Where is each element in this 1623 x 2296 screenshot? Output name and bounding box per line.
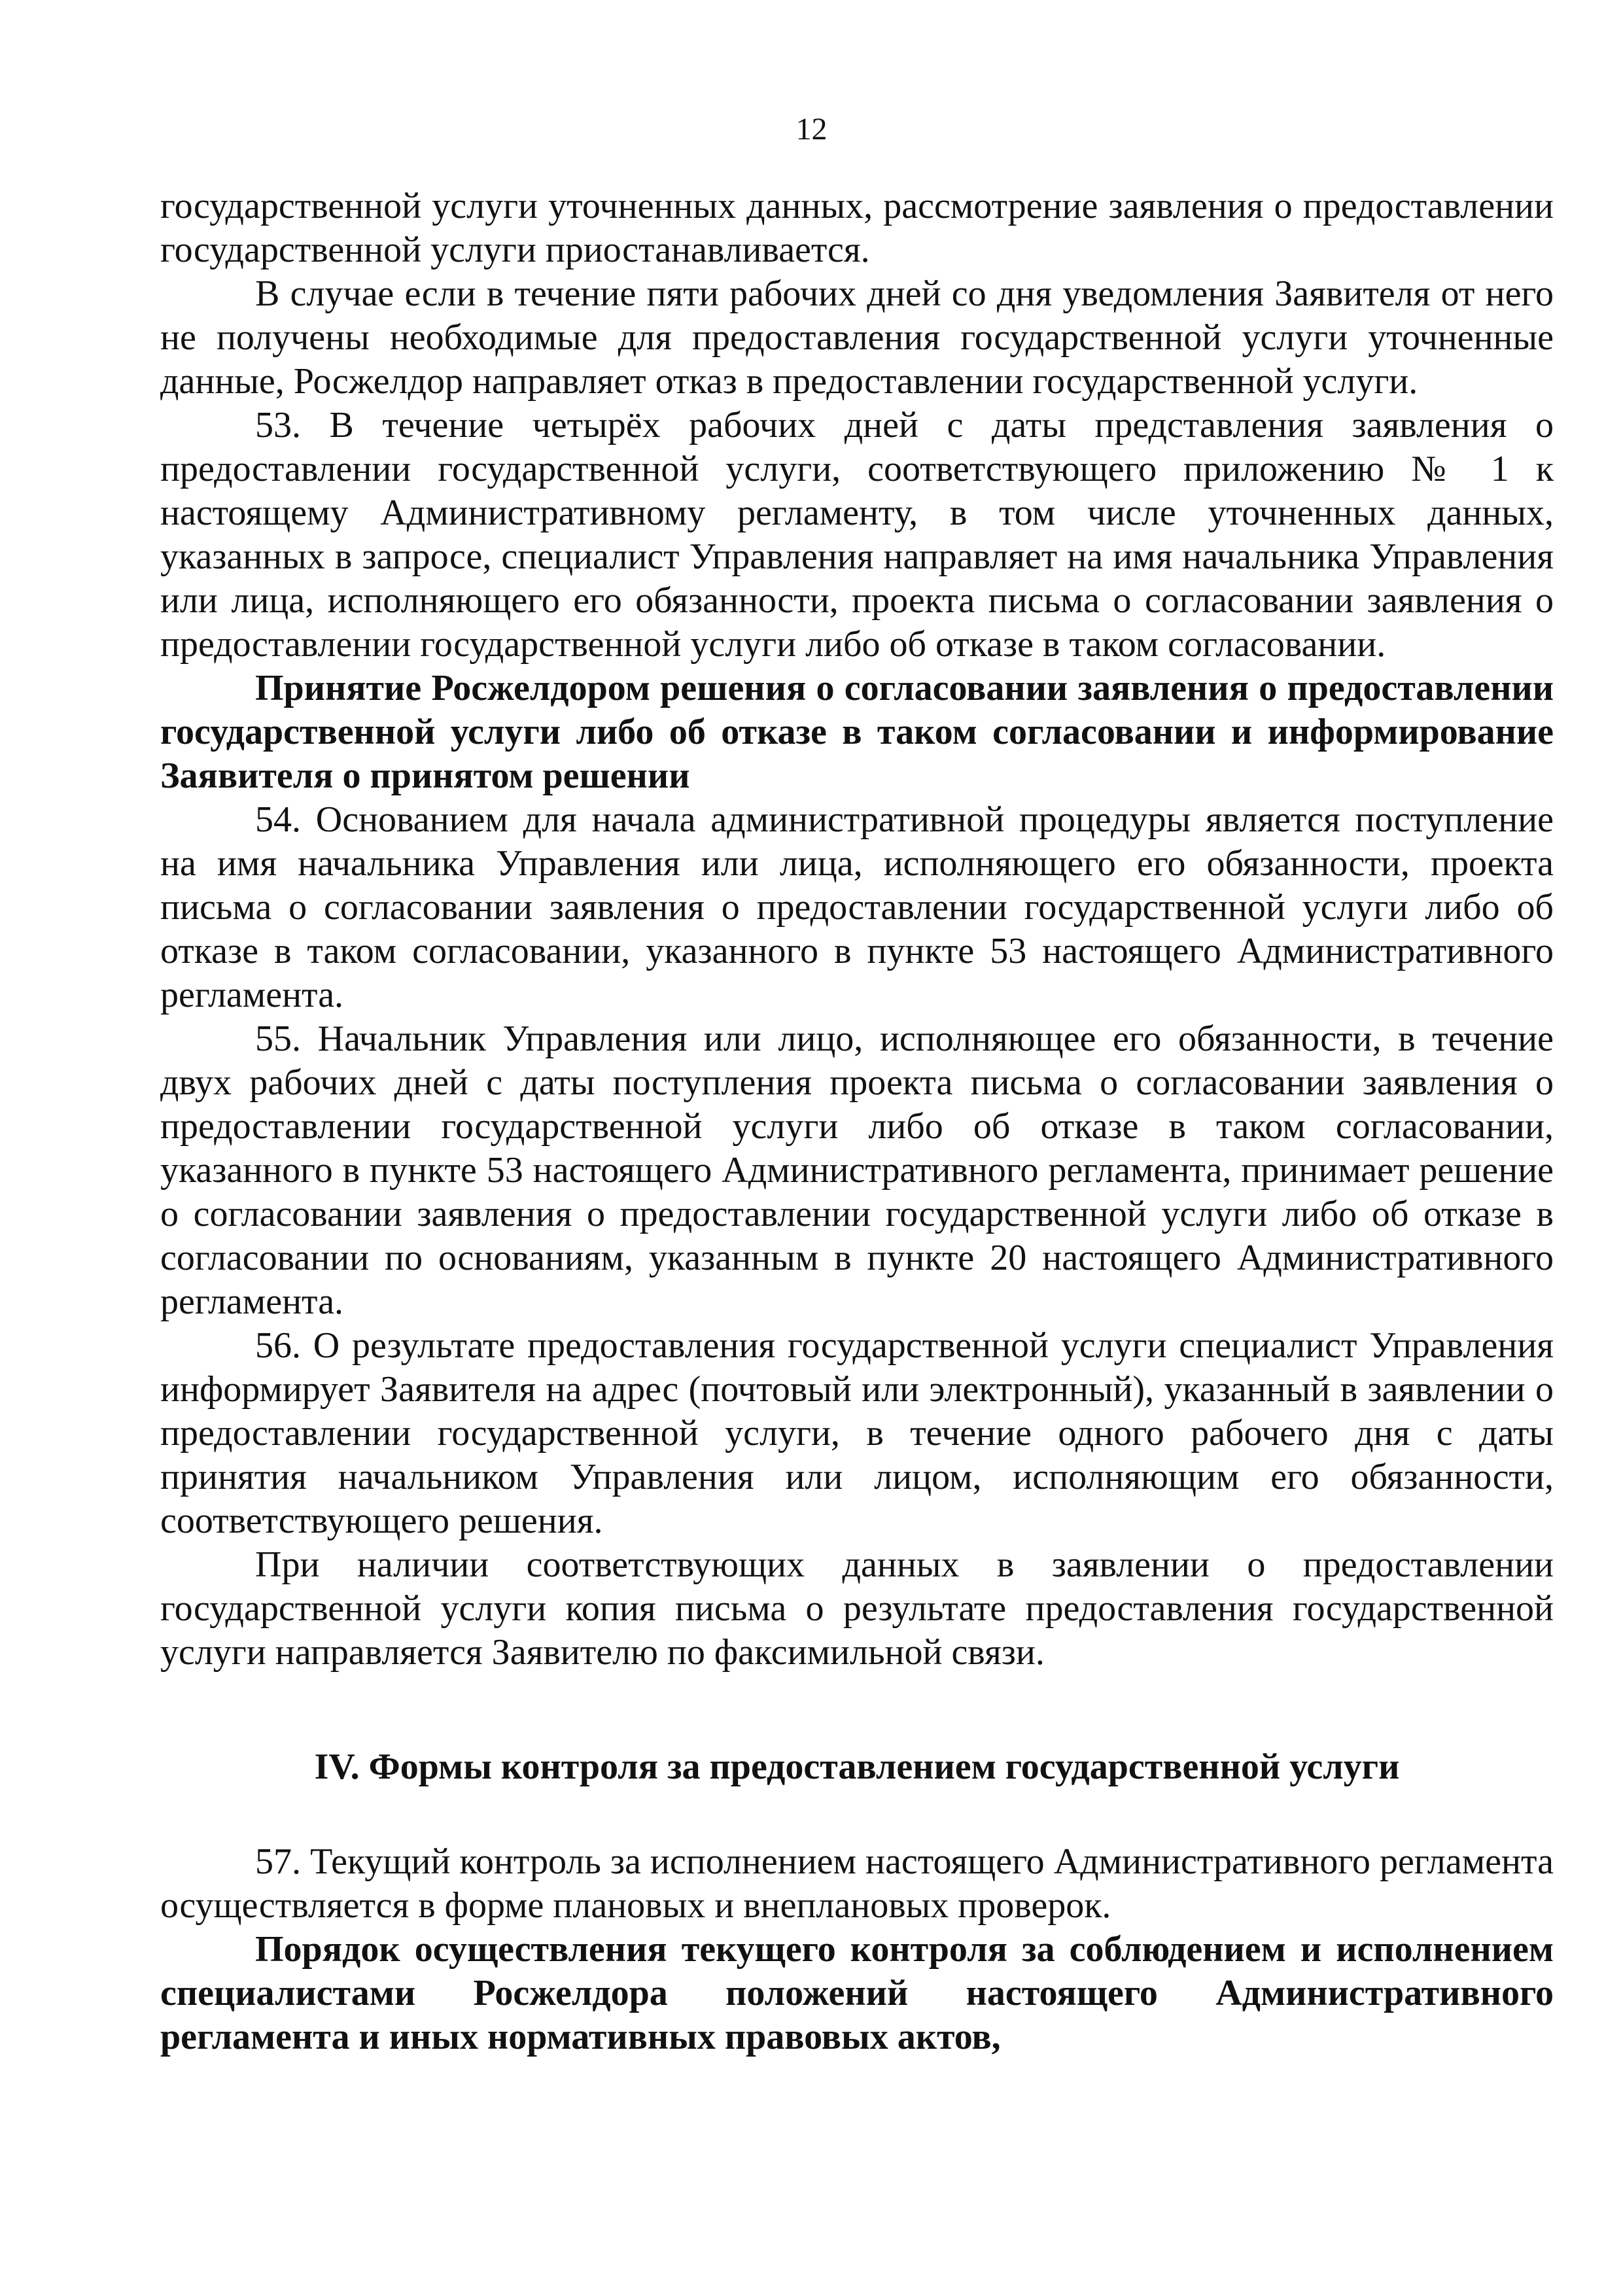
document-body [160,184,1554,2059]
paragraph-56: 56. О результате предоставления государственной услуги специалист Управления информирует Заявителя на адрес (почтовый или электронный), указанный в заявлении о предоставлении государственной услуги, в течение одного рабочего дня с даты принятия начальником Управления или лицом, исполняющим его обязанности, соответствующего решения. [160,1325,1554,1541]
paragraph-continuation: государственной услуги уточненных данных, рассмотрение заявления о предоставлении государственной услуги приостанавливается. [160,186,1554,270]
paragraph-55: 55. Начальник Управления или лицо, исполняющее его обязанности, в течение двух рабочих дней с даты поступления проекта письма о согласовании заявления о предоставлении государственной услуги либо об отказе в таком согласовании, указанного в пункте 53 настоящего Административного регламента, принимает решение о согласовании заявления о предоставлении государственной услуги либо об отказе в согласовании по основаниям, указанным в пункте 20 настоящего Административного регламента. [160,1018,1554,1322]
paragraph-53: 53. В течение четырёх рабочих дней с даты представления заявления о предоставлении государственной услуги, соответствующего приложению № 1 к настоящему Административному регламенту, в том числе уточненных данных, указанных в запросе, специалист Управления направляет на имя начальника Управления или лица, исполняющего его обязанности, проекта письма о согласовании заявления о предоставлении государственной услуги либо об отказе в таком согласовании. [160,405,1554,665]
paragraph-57: 57. Текущий контроль за исполнением настоящего Административного регламента осуществляется в форме плановых и внеплановых проверок. [160,1841,1554,1926]
page-number: 12 [795,112,828,147]
section-heading-iv: IV. Формы контроля за предоставлением государственной услуги [314,1747,1400,1787]
subheading-decision: Принятие Росжелдором решения о согласовании заявления о предоставлении государственной услуги либо об отказе в таком согласовании и информирование Заявителя о принятом решении [160,668,1554,796]
paragraph-fax-notice: При наличии соответствующих данных в заявлении о предоставлении государственной услуги копия письма о результате предоставления государственной услуги направляется Заявителю по факсимильной связи. [160,1544,1554,1673]
paragraph-54: 54. Основанием для начала административной процедуры является поступление на имя начальника Управления или лица, исполняющего его обязанности, проекта письма о согласовании заявления о предоставлении государственной услуги либо об отказе в таком согласовании, указанного в пункте 53 настоящего Административного регламента. [160,799,1554,1015]
subheading-control: Порядок осуществления текущего контроля за соблюдением и исполнением специалистами Росжелдора положений настоящего Административного регламента и иных нормативных правовых актов, [160,1929,1554,2057]
paragraph-refusal-condition: В случае если в течение пяти рабочих дней со дня уведомления Заявителя от него не получены необходимые для предоставления государственной услуги уточненные данные, Росжелдор направляет отказ в предоставлении государственной услуги. [160,273,1554,402]
